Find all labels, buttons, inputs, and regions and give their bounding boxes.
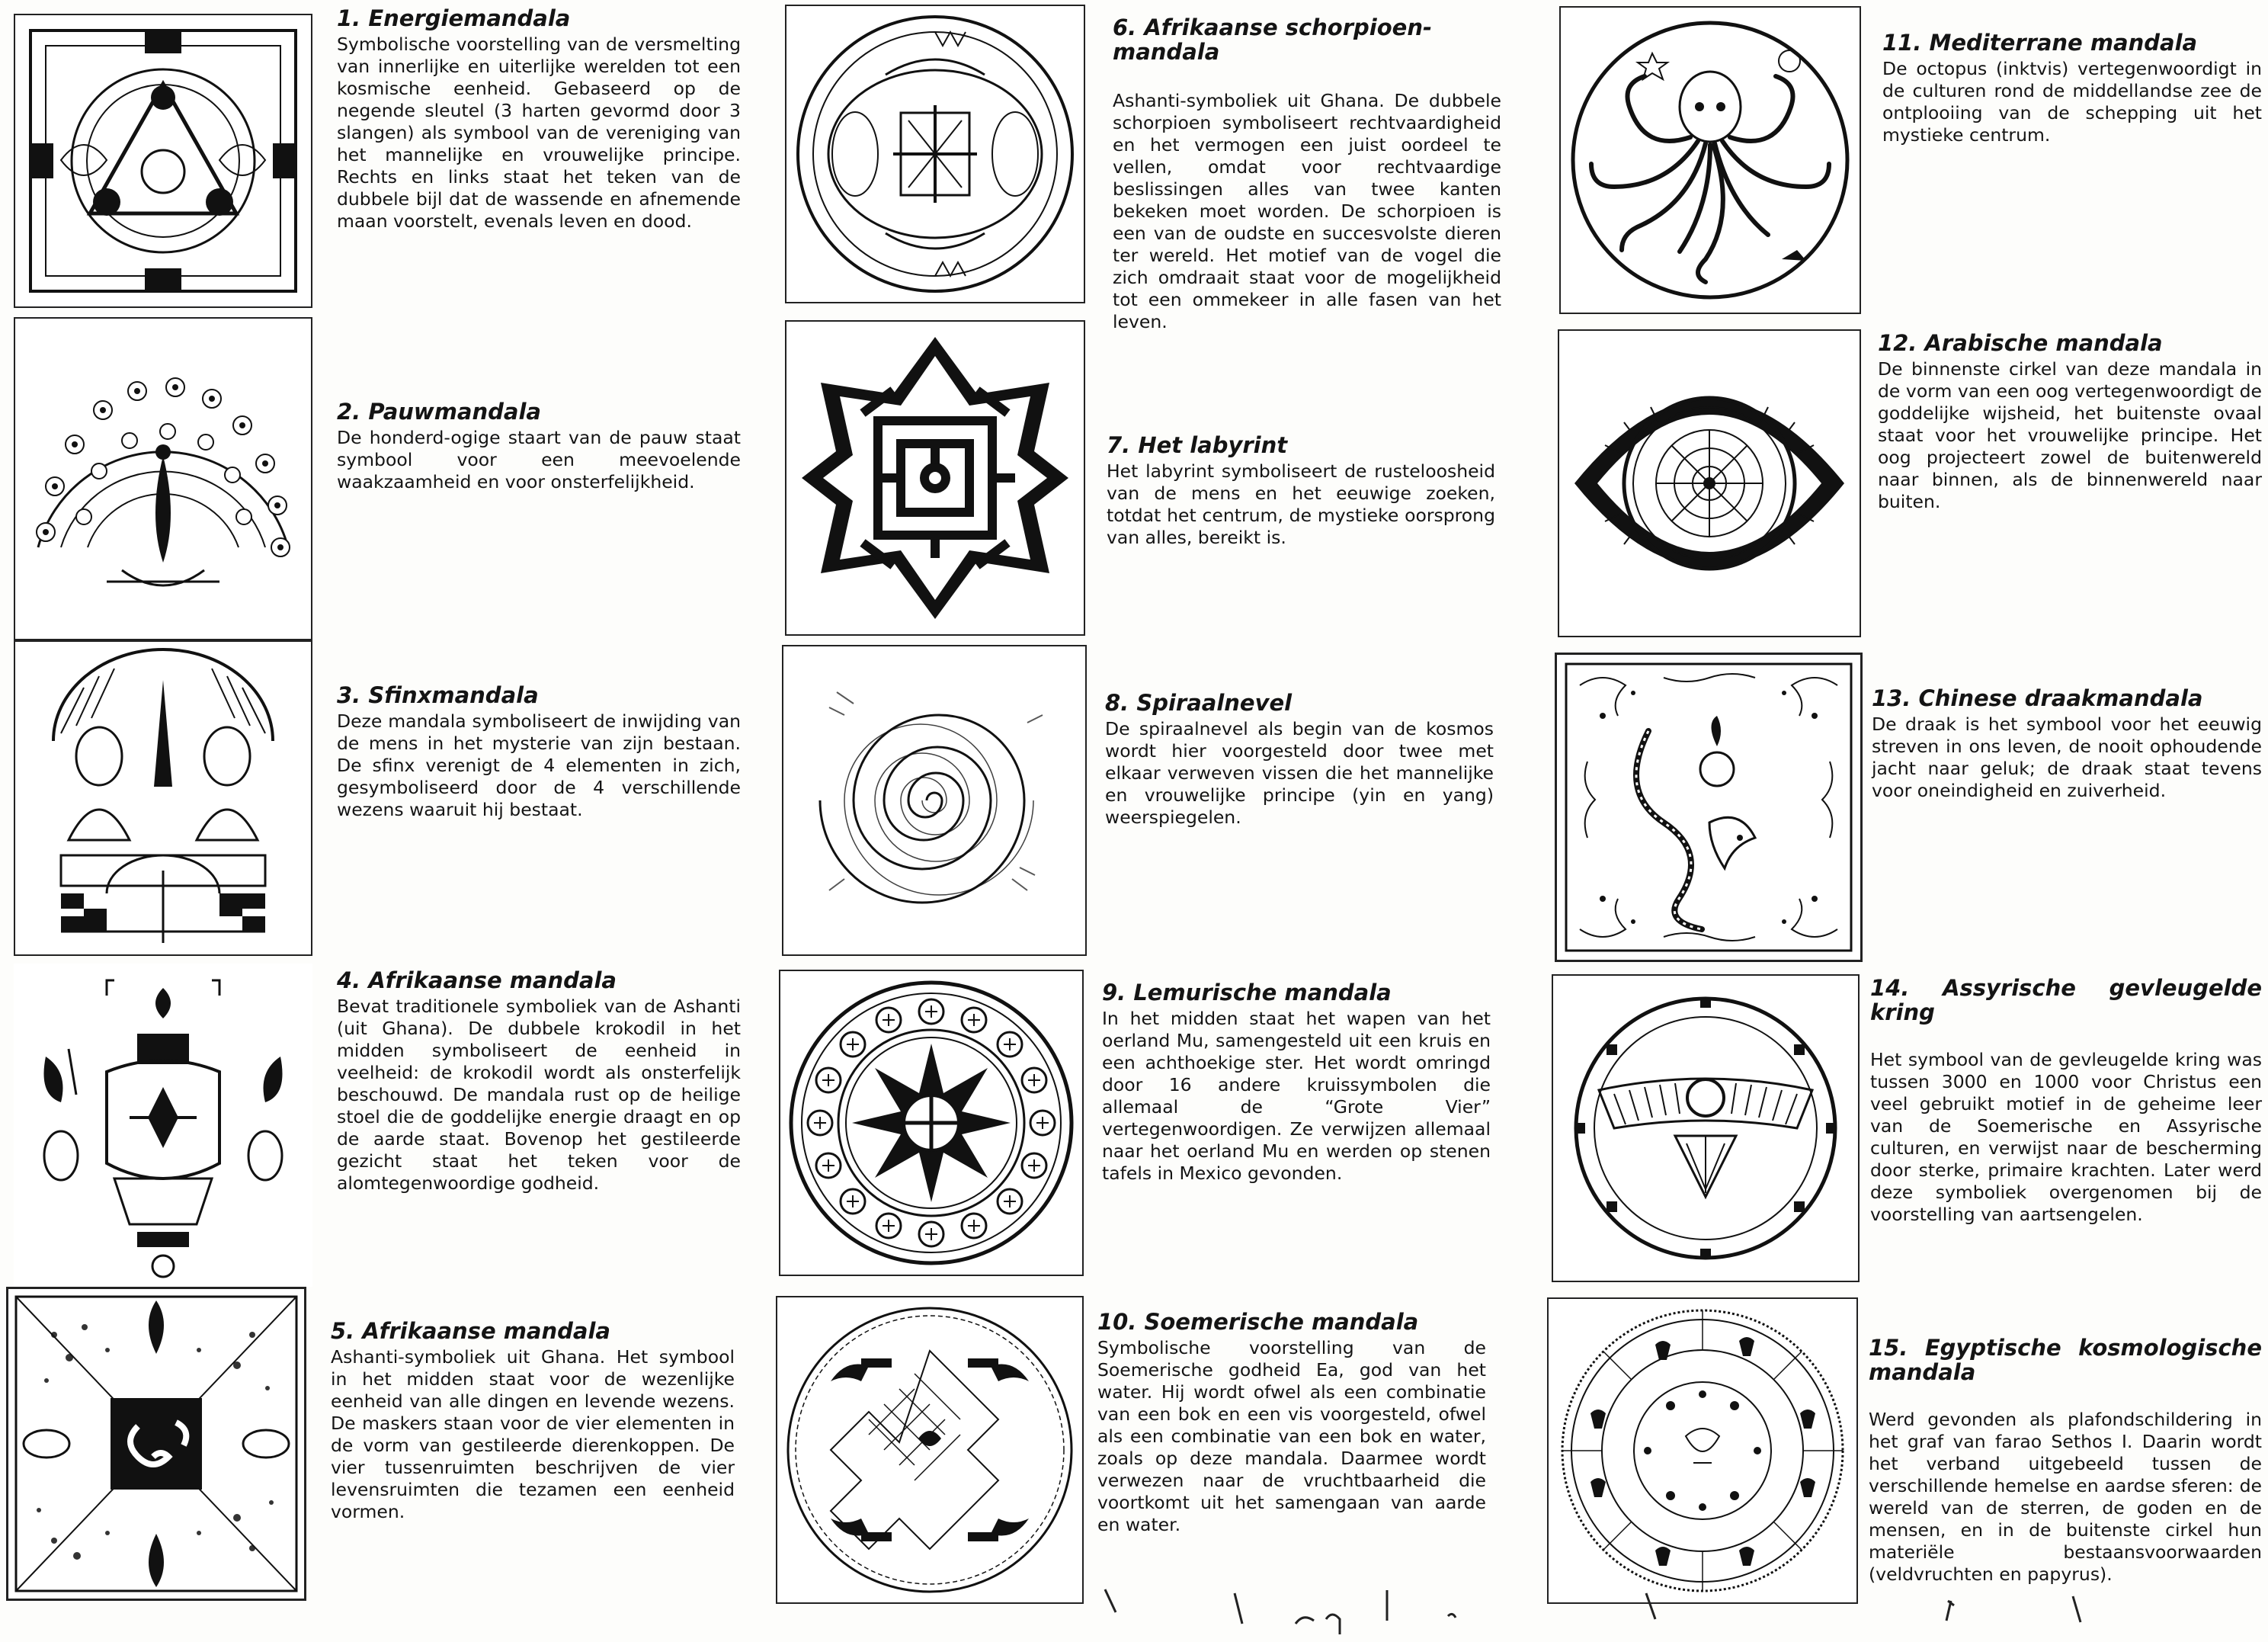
entry-13-text — [1872, 686, 2262, 802]
entry-12-description: De binnenste cirkel van deze mandala in de vorm van een oog vertegenwoordigt de goddelijke wijsheid, het buitenste ovaal staat voor het vrouwelijke principe. Het oog projecteert zowel de buitenwereld naar binnen, als de binnenwereld naar buiten. — [1878, 358, 2262, 512]
african-mandala-illustration — [14, 964, 312, 1287]
entry-14-description: Het symbool van de gevleugelde kring was tussen 3000 en 1000 voor Christus een veel gebruikt motief in de geheime leer van de Soemerische en Assyrische culturen, en verwijst naar de bescherming door sterke, primaire krachten. Later werd deze symboliek overgenomen bij de voorstelling van aartsengelen. — [1870, 1049, 2262, 1225]
entry-2-description: De honderd-ogige staart van de pauw staat symbool voor een meevoelende waakzaamheid en voor onsterfelijkheid. — [337, 427, 741, 492]
entry-7-description: Het labyrint symboliseert de rusteloosheid van de mens en het eeuwige zoeken, totdat het centrum, de mystieke oorsprong van alles, bereikt is. — [1107, 460, 1495, 548]
scan-marks — [1097, 1586, 2164, 1642]
entry-7-text — [1107, 433, 1495, 549]
entry-8-title: 8. Spiraalnevel — [1105, 690, 1293, 716]
entry-11-text — [1882, 30, 2262, 146]
labyrinth-illustration — [785, 320, 1085, 636]
entry-8-description: De spiraalnevel als begin van de kosmos wordt hier voorgesteld door twee met elkaar verweven vissen die het mannelijke en vrouwelijke principe (yin en yang) weerspiegelen. — [1105, 718, 1494, 828]
entry-10-description: Symbolische voorstelling van de Soemerische godheid Ea, god van het water. Hij wordt ofwel als een combinatie van een bok en een vis voorgesteld, ofwel als een combinatie van een bok en water, zoals op deze mandala. Daarmee wordt verwezen naar de vruchtbaarheid die voortkomt uit het samengaan van aarde en water. — [1097, 1337, 1486, 1535]
entry-15-title: 15. Egyptische kosmologische mandala — [1869, 1335, 2262, 1385]
entry-5-title: 5. Afrikaanse mandala — [331, 1318, 610, 1344]
entry-1-title: 1. Energiemandala — [337, 5, 571, 31]
entry-3-description: Deze mandala symboliseert de inwijding van de mens in het mysterie van zijn bestaan. De sfinx verenigt de 4 elementen in zich, gesymboliseerd door de 4 verschillende wezens waaruit hij bestaat. — [337, 710, 741, 820]
entry-4-description: Bevat traditionele symboliek van de Ashanti (uit Ghana). De dubbele krokodil in het midden symboliseert de eenheid in veelheid: de krokodil wordt als onsterfelijk beschouwd. De mandala rust op de heilige stoel die de goddelijke energie draagt en op de aarde staat. Bovenop het gestileerde gezicht staat het teken voor de alomtegenwoordige godheid. — [337, 996, 741, 1194]
entry-11-description: De octopus (inktvis) vertegenwoordigt in de culturen rond de middellandse zee de ontplooiing van de schepping uit het mystieke centrum. — [1882, 58, 2262, 146]
sumerian-mandala-illustration — [776, 1296, 1084, 1604]
eye-mandala-illustration — [1558, 329, 1861, 637]
entry-15-text — [1869, 1336, 2262, 1586]
entry-1-text — [337, 6, 741, 233]
entry-10-text — [1097, 1310, 1486, 1536]
entry-6-description: Ashanti-symboliek uit Ghana. De dubbele schorpioen symboliseert rechtvaardigheid en het vermogen een juist oordeel te vellen, omdat voor rechtvaardige beslissingen alles van twee kanten bekeken moet worden. De schorpioen is een van de oudste en succesvolste dieren ter wereld. Het motief van de vogel die zich omdraait staat voor de mogelijkheid tot een ommekeer in alle fasen van het leven. — [1113, 90, 1501, 332]
entry-2-title: 2. Pauwmandala — [337, 399, 541, 425]
entry-1-description: Symbolische voorstelling van de versmelting van innerlijke en uiterlijke werelden tot een kosmische eenheid. Gebaseerd op de negende sleutel (3 harten gevormd door 3 slangen) als symbool van de vereniging van het mannelijke en vrouwelijke principe. Rechts en links staat het teken van de dubbele bijl dat de wassende en afnemende maan voorstelt, evenals leven en dood. — [337, 34, 741, 232]
sphinx-mandala-illustration — [14, 640, 312, 956]
entry-5-description: Ashanti-symboliek uit Ghana. Het symbool in het midden staat voor de wezenlijke eenheid van alle dingen en levende wezens. De maskers staan voor de vier elementen in de vorm van gestileerde dierenkoppen. De vier tussenruimten beschrijven de vier levensruimten die tezamen een eenheid vormen. — [331, 1346, 735, 1522]
entry-15-description: Werd gevonden als plafondschildering in het graf van farao Sethos I. Daarin wordt het verband uitgebeeld tussen de verschillende hemelse en aardse sferen: de wereld van de sterren, de goden en de mensen, en in de buitenste cirkel hun materiële bestaansvoorwaarden (veldvruchten en papyrus). — [1869, 1409, 2262, 1585]
entry-4-text — [337, 968, 741, 1195]
entry-9-title: 9. Lemurische mandala — [1102, 980, 1392, 1005]
octopus-mandala-illustration — [1559, 6, 1861, 314]
entry-9-text — [1102, 980, 1491, 1185]
entry-6-text — [1113, 15, 1501, 333]
entry-5-text — [331, 1319, 735, 1523]
entry-14-title: 14. Assyrische gevleugelde kring — [1870, 975, 2262, 1025]
entry-8-text — [1105, 691, 1494, 829]
entry-3-title: 3. Sfinxmandala — [337, 682, 539, 708]
entry-12-text — [1878, 331, 2262, 513]
egyptian-mandala-illustration — [1547, 1297, 1858, 1604]
peacock-mandala-illustration — [14, 317, 312, 640]
entry-11-title: 11. Mediterrane mandala — [1882, 30, 2198, 56]
entry-3-text — [337, 683, 741, 821]
entry-13-title: 13. Chinese draakmandala — [1872, 685, 2203, 711]
entry-14-text — [1870, 976, 2262, 1226]
scorpion-mandala-illustration — [785, 5, 1085, 303]
winged-circle-illustration — [1552, 974, 1860, 1282]
entry-4-title: 4. Afrikaanse mandala — [337, 967, 617, 993]
entry-6-title: 6. Afrikaanse schorpioen-mandala — [1113, 14, 1433, 65]
entry-13-description: De draak is het symbool voor het eeuwig streven in ons leven, de nooit ophoudende jacht naar geluk; de draak staat tevens voor oneindigheid en zuiverheid. — [1872, 714, 2262, 801]
entry-7-title: 7. Het labyrint — [1107, 432, 1288, 458]
entry-12-title: 12. Arabische mandala — [1878, 330, 2163, 356]
dragon-mandala-illustration — [1555, 653, 1863, 962]
ashanti-mandala-illustration — [6, 1287, 306, 1601]
entry-9-description: In het midden staat het wapen van het oerland Mu, samengesteld uit een kruis en een achthoekige ster. Het wordt omringd door 16 andere kruissymbolen die allemaal de “Grote Vier” vertegenwoordigen. Ze verwijzen allemaal naar het oerland Mu en werden op stenen tafels in Mexico gevonden. — [1102, 1008, 1491, 1184]
entry-2-text — [337, 399, 741, 493]
entry-10-title: 10. Soemerische mandala — [1097, 1309, 1419, 1335]
lemurian-mandala-illustration — [779, 970, 1084, 1276]
spiral-nebula-illustration — [782, 645, 1087, 956]
energy-mandala-illustration — [14, 14, 312, 308]
